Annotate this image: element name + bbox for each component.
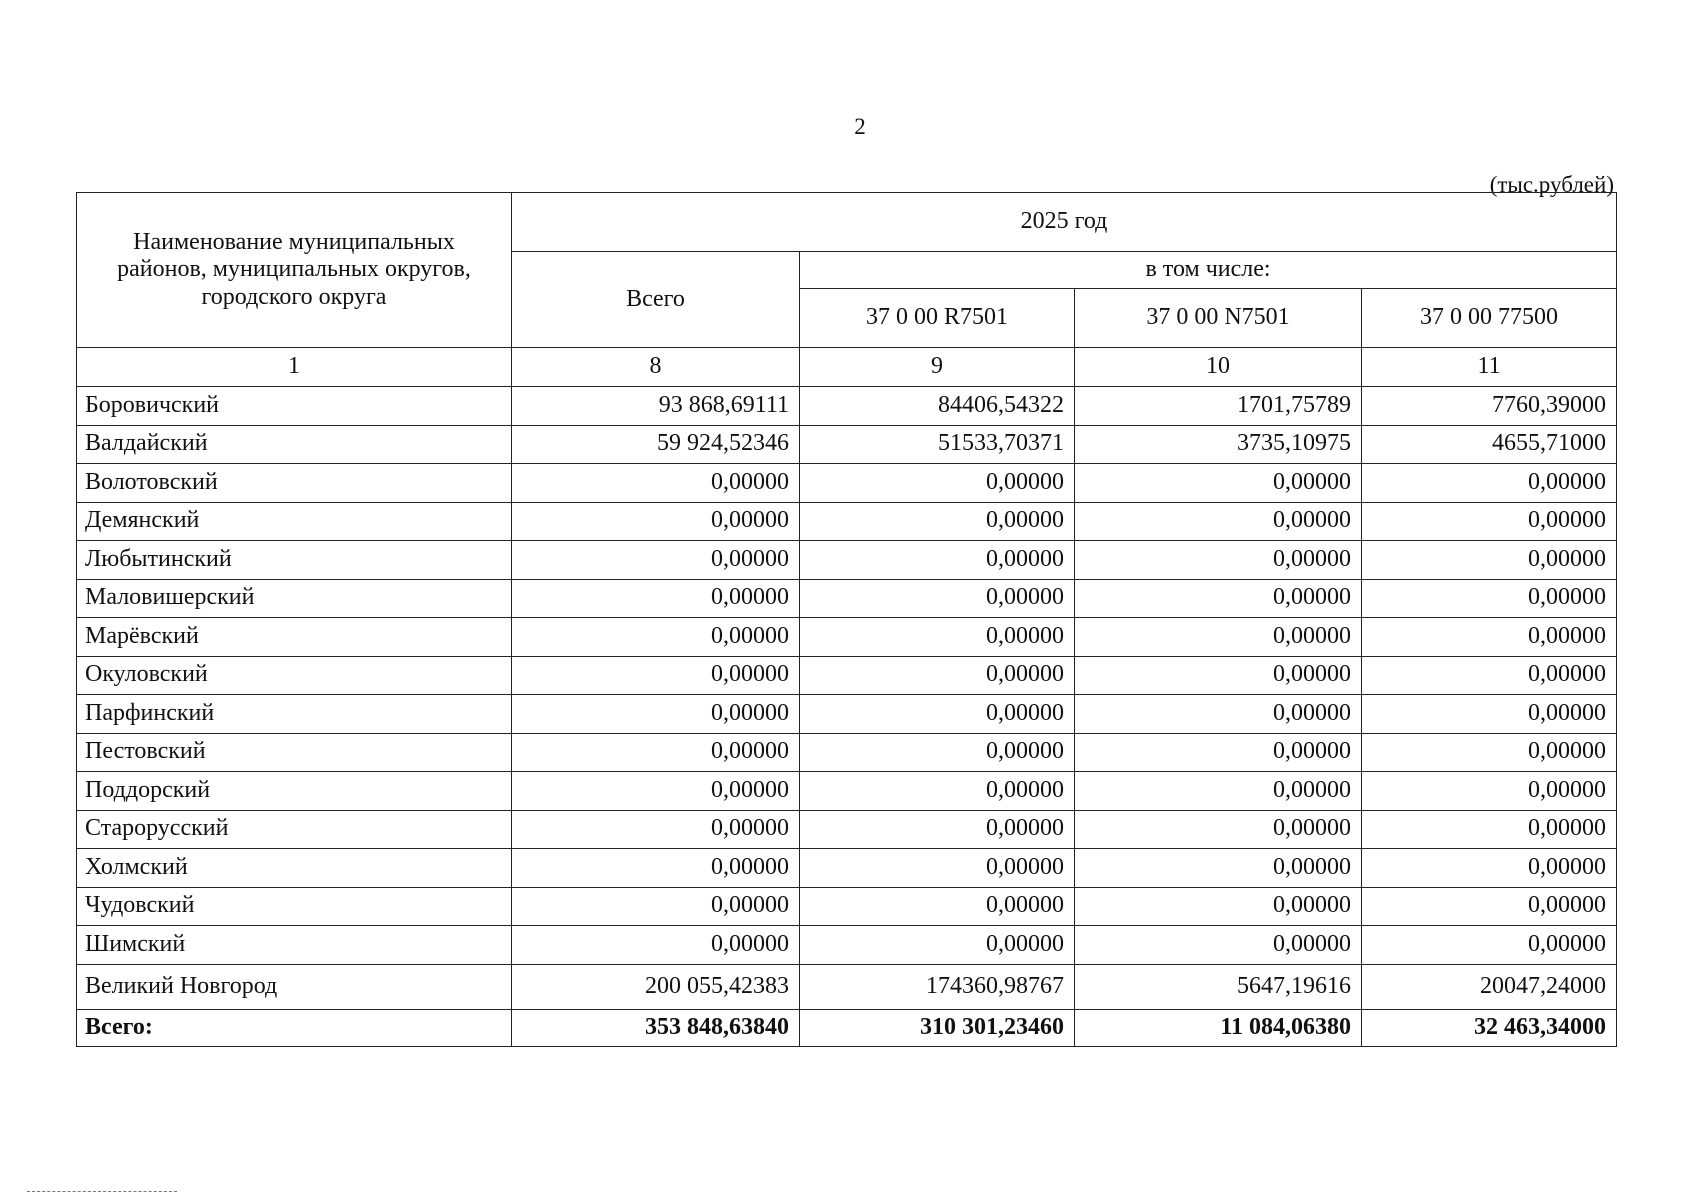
- amount-c2: 0,00000: [1075, 810, 1362, 849]
- table-body: [77, 387, 1617, 1047]
- header-code-n7501: 37 0 00 N7501: [1075, 289, 1362, 348]
- amount-total: 200 055,42383: [512, 964, 800, 1009]
- table-row: [77, 425, 1617, 464]
- table-row: [77, 733, 1617, 772]
- header-including: в том числе:: [800, 252, 1617, 289]
- municipality-name: Маловишерский: [77, 579, 512, 618]
- amount-total: 0,00000: [512, 541, 800, 580]
- amount-c2: 11 084,06380: [1075, 1009, 1362, 1046]
- table-row: [77, 502, 1617, 541]
- amount-c3: 32 463,34000: [1362, 1009, 1617, 1046]
- units-note: (тыс.рублей): [1489, 172, 1614, 197]
- amount-c2: 0,00000: [1075, 464, 1362, 503]
- amount-c3: 0,00000: [1362, 618, 1617, 657]
- amount-c2: 0,00000: [1075, 887, 1362, 926]
- table-row: [77, 810, 1617, 849]
- municipality-name: Валдайский: [77, 425, 512, 464]
- amount-c2: 0,00000: [1075, 772, 1362, 811]
- amount-c3: 0,00000: [1362, 810, 1617, 849]
- municipality-name: Великий Новгород: [77, 964, 512, 1009]
- header-year: 2025 год: [512, 193, 1617, 252]
- amount-c3: 0,00000: [1362, 464, 1617, 503]
- amount-total: 0,00000: [512, 887, 800, 926]
- amount-total: 0,00000: [512, 464, 800, 503]
- amount-c1: 51533,70371: [800, 425, 1075, 464]
- amount-c1: 0,00000: [800, 810, 1075, 849]
- table-row: [77, 772, 1617, 811]
- municipality-name: Окуловский: [77, 656, 512, 695]
- table-row: [77, 926, 1617, 965]
- amount-c1: 310 301,23460: [800, 1009, 1075, 1046]
- column-numbers-row: [77, 348, 1617, 387]
- municipality-name: Любытинский: [77, 541, 512, 580]
- table-row: [77, 579, 1617, 618]
- amount-c1: 174360,98767: [800, 964, 1075, 1009]
- municipality-name: Холмский: [77, 849, 512, 888]
- page-number: 2: [854, 114, 866, 139]
- table-row: [77, 849, 1617, 888]
- column-number: 1: [77, 348, 512, 387]
- amount-total: 0,00000: [512, 618, 800, 657]
- amount-c1: 0,00000: [800, 926, 1075, 965]
- municipality-name: Парфинский: [77, 695, 512, 734]
- column-number: 9: [800, 348, 1075, 387]
- amount-c1: 0,00000: [800, 849, 1075, 888]
- municipality-name: Всего:: [77, 1009, 512, 1046]
- table-row: [77, 618, 1617, 657]
- amount-c2: 5647,19616: [1075, 964, 1362, 1009]
- column-number: 11: [1362, 348, 1617, 387]
- table-row: [77, 387, 1617, 426]
- municipality-name: Волотовский: [77, 464, 512, 503]
- amount-c1: 0,00000: [800, 579, 1075, 618]
- amount-total: 0,00000: [512, 849, 800, 888]
- amount-c3: 0,00000: [1362, 772, 1617, 811]
- amount-c1: 0,00000: [800, 618, 1075, 657]
- amount-c2: 0,00000: [1075, 926, 1362, 965]
- amount-c1: 0,00000: [800, 772, 1075, 811]
- amount-c1: 0,00000: [800, 656, 1075, 695]
- amount-c1: 0,00000: [800, 464, 1075, 503]
- table-row: [77, 695, 1617, 734]
- amount-c1: 0,00000: [800, 733, 1075, 772]
- amount-c3: 4655,71000: [1362, 425, 1617, 464]
- municipality-name: Старорусский: [77, 810, 512, 849]
- amount-total: 353 848,63840: [512, 1009, 800, 1046]
- amount-total: 0,00000: [512, 656, 800, 695]
- amount-total: 59 924,52346: [512, 425, 800, 464]
- column-number: 8: [512, 348, 800, 387]
- column-number: 10: [1075, 348, 1362, 387]
- table-row: [77, 541, 1617, 580]
- amount-c1: 0,00000: [800, 502, 1075, 541]
- amount-c2: 3735,10975: [1075, 425, 1362, 464]
- amount-c3: 0,00000: [1362, 695, 1617, 734]
- amount-c2: 0,00000: [1075, 618, 1362, 657]
- table-row: [77, 464, 1617, 503]
- header-code-r7501: 37 0 00 R7501: [800, 289, 1075, 348]
- amount-c3: 20047,24000: [1362, 964, 1617, 1009]
- amount-total: 0,00000: [512, 502, 800, 541]
- amount-c2: 0,00000: [1075, 656, 1362, 695]
- amount-c3: 0,00000: [1362, 656, 1617, 695]
- amount-total: 0,00000: [512, 695, 800, 734]
- header-name-column: Наименование муниципальных районов, муниципальных округов, городского округа: [77, 193, 512, 348]
- municipality-name: Чудовский: [77, 887, 512, 926]
- amount-c2: 1701,75789: [1075, 387, 1362, 426]
- municipality-name: Марёвский: [77, 618, 512, 657]
- amount-c2: 0,00000: [1075, 849, 1362, 888]
- amount-c3: 0,00000: [1362, 887, 1617, 926]
- amount-c3: 0,00000: [1362, 926, 1617, 965]
- amount-c3: 0,00000: [1362, 733, 1617, 772]
- amount-c3: 0,00000: [1362, 579, 1617, 618]
- amount-c3: 0,00000: [1362, 849, 1617, 888]
- amount-c3: 7760,39000: [1362, 387, 1617, 426]
- amount-c3: 0,00000: [1362, 541, 1617, 580]
- amount-c1: 0,00000: [800, 887, 1075, 926]
- amount-total: 0,00000: [512, 926, 800, 965]
- header-code-77500: 37 0 00 77500: [1362, 289, 1617, 348]
- footnote-divider: [27, 1191, 177, 1192]
- amount-c1: 84406,54322: [800, 387, 1075, 426]
- amount-total: 0,00000: [512, 579, 800, 618]
- amount-c2: 0,00000: [1075, 579, 1362, 618]
- amount-total: 0,00000: [512, 772, 800, 811]
- amount-total: 0,00000: [512, 810, 800, 849]
- grand-total-row: [77, 1009, 1617, 1046]
- amount-c2: 0,00000: [1075, 502, 1362, 541]
- amount-total: 93 868,69111: [512, 387, 800, 426]
- municipality-name: Боровичский: [77, 387, 512, 426]
- table-row: [77, 964, 1617, 1009]
- amount-c1: 0,00000: [800, 541, 1075, 580]
- municipality-name: Шимский: [77, 926, 512, 965]
- municipality-name: Демянский: [77, 502, 512, 541]
- municipality-name: Поддорский: [77, 772, 512, 811]
- amount-c3: 0,00000: [1362, 502, 1617, 541]
- header-total: Всего: [512, 252, 800, 348]
- table-row: [77, 887, 1617, 926]
- table-row: [77, 656, 1617, 695]
- amount-total: 0,00000: [512, 733, 800, 772]
- amount-c2: 0,00000: [1075, 695, 1362, 734]
- amount-c2: 0,00000: [1075, 733, 1362, 772]
- budget-table: [76, 192, 1617, 1047]
- amount-c1: 0,00000: [800, 695, 1075, 734]
- amount-c2: 0,00000: [1075, 541, 1362, 580]
- municipality-name: Пестовский: [77, 733, 512, 772]
